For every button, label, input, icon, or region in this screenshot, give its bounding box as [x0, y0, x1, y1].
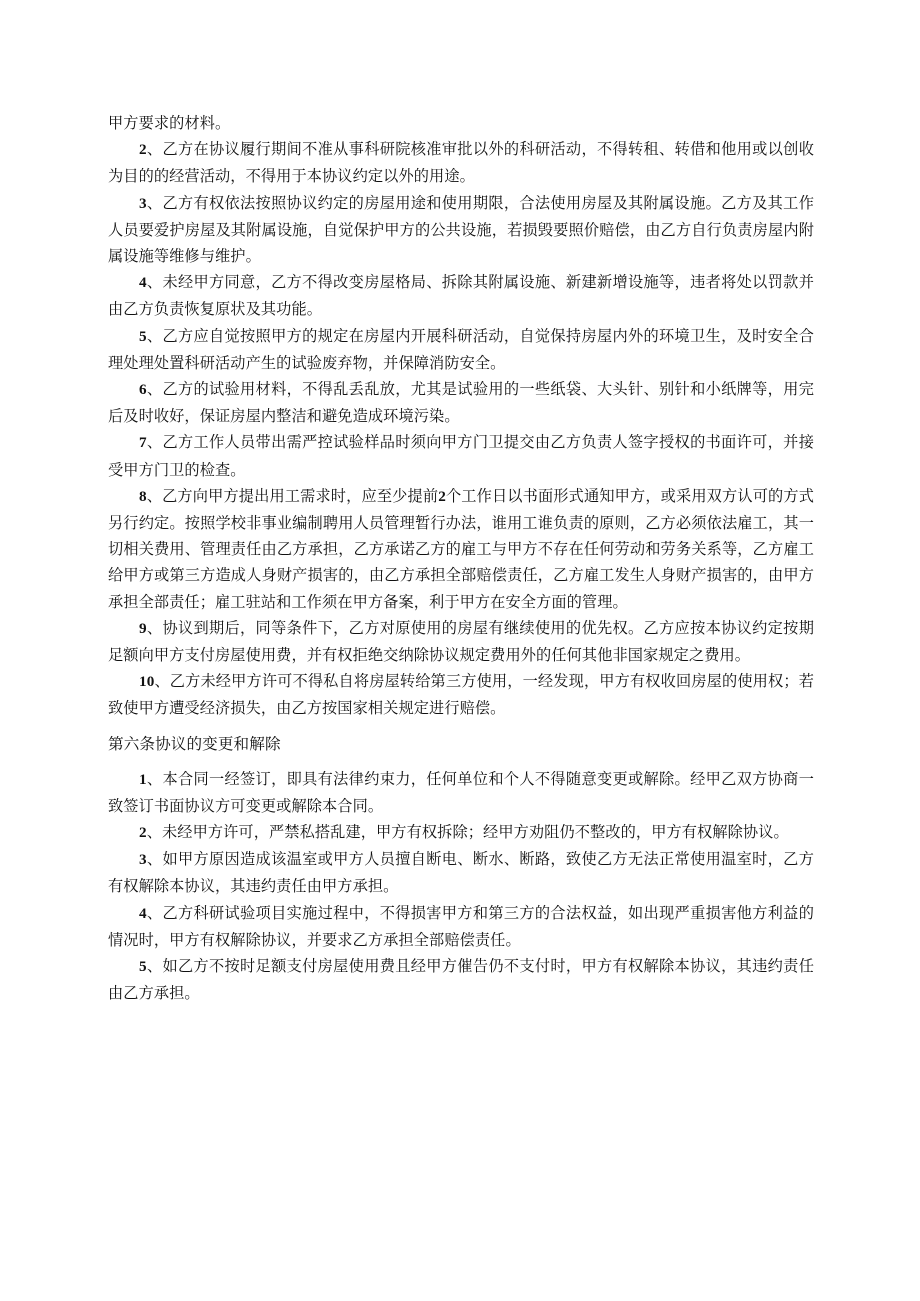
clause-text: 、乙方在协议履行期间不准从事科研院核准审批以外的科研活动，不得转租、转借和他用或以创收为目的的经营活动，不得用于本协议约定以外的用途。 [108, 140, 814, 186]
clause-text: 、乙方的试验用材料，不得乱丢乱放，尤其是试验用的一些纸袋、大头针、别针和小纸牌等，用完后及时收好，保证房屋内整洁和避免造成环境污染。 [108, 380, 814, 426]
document-page [108, 110, 814, 1007]
clause-text: 、乙方工作人员带出需严控试验样品时须向甲方门卫提交由乙方负责人签字授权的书面许可，并接受甲方门卫的检查。 [108, 433, 814, 479]
clause-text: 、协议到期后，同等条件下，乙方对原使用的房屋有继续使用的优先权。乙方应按本协议约定按期足额向甲方支付房屋使用费，并有权拒绝交纳除协议规定费用外的任何其他非国家规定之费用。 [108, 618, 814, 665]
clause-6-1 [108, 766, 814, 819]
clause-5-4 [108, 269, 814, 322]
clause-number: 9 [139, 619, 147, 637]
clause-6-3 [108, 846, 814, 899]
clause-number: 4 [139, 274, 147, 292]
clause-5-10 [108, 668, 814, 721]
clause-number: 1 [139, 770, 147, 788]
clause-text-continued: 个工作日以书面形式通知甲方，或采用双方认可的方式另行约定。按照学校非事业编制聘用人员管理暂行办法，谁用工谁负责的原则，乙方必须依法雇工，其一切相关费用、管理责任由乙方承担，乙方承诺乙方的雇工与甲方不存在任何劳动和劳务关系等，乙方雇工给甲方或第三方造成人身财产损害的，由乙方承担全部赔偿责任，乙方雇工发生人身财产损害的，由甲方承担全部责任；雇工驻站和工作须在甲方备案，利于甲方在安全方面的管理。 [108, 486, 815, 611]
clause-5-7 [108, 429, 814, 482]
clause-text: 、乙方科研试验项目实施过程中，不得损害甲方和第三方的合法权益，如出现严重损害他方利益的情况时，甲方有权解除协议，并要求乙方承担全部赔偿责任。 [108, 903, 814, 949]
clause-number: 6 [139, 381, 147, 399]
clause-number: 3 [139, 194, 147, 212]
clause-number: 5 [139, 958, 147, 976]
clause-5-9 [108, 615, 814, 668]
clause-number: 8 [139, 487, 147, 505]
clause-text: 、未经甲方许可，严禁私搭乱建，甲方有权拆除；经甲方劝阻仍不整改的，甲方有权解除协议。 [146, 823, 789, 842]
clause-6-4 [108, 900, 814, 953]
clause-number: 10 [139, 673, 155, 691]
clause-text: 、乙方有权依法按照协议约定的房屋用途和使用期限，合法使用房屋及其附属设施。乙方及其工作人员要爱护房屋及其附属设施，自觉保护甲方的公共设施，若损毁要照价赔偿，由乙方自行负责房屋内附属设施等维修与维护。 [108, 193, 814, 266]
clause-text: 、本合同一经签订，即具有法律约束力，任何单位和个人不得随意变更或解除。经甲乙双方协商一致签订书面协议方可变更或解除本合同。 [108, 769, 814, 815]
clause-text: 、乙方向甲方提出用工需求时，应至少提前 [146, 486, 439, 505]
clause-5-6 [108, 376, 814, 429]
clause-5-3 [108, 190, 814, 270]
continuation-text: 甲方要求的材料。 [108, 114, 231, 132]
clause-5-2 [108, 136, 814, 189]
clause-text: 、未经甲方同意，乙方不得改变房屋格局、拆除其附属设施、新建新增设施等，违者将处以罚款并由乙方负责恢复原状及其功能。 [108, 273, 814, 319]
clause-number: 4 [139, 904, 147, 922]
clause-number: 3 [139, 851, 147, 869]
inline-number: 2 [438, 487, 446, 505]
clause-5-5 [108, 323, 814, 376]
clause-number: 2 [139, 824, 147, 842]
clause-text: 、如甲方原因造成该温室或甲方人员擅自断电、断水、断路，致使乙方无法正常使用温室时，乙方有权解除本协议，其违约责任由甲方承担。 [108, 850, 814, 896]
clause-number: 5 [139, 327, 147, 345]
section-heading: 第六条协议的变更和解除 [108, 734, 281, 753]
clause-text: 、乙方未经甲方许可不得私自将房屋转给第三方使用，一经发现，甲方有权收回房屋的使用权；若致使甲方遭受经济损失，由乙方按国家相关规定进行赔偿。 [108, 672, 814, 718]
clause-6-2 [108, 819, 814, 846]
clause-5-8 [108, 483, 814, 615]
clause-6-5 [108, 953, 814, 1006]
clause-number: 7 [139, 434, 147, 452]
clause-text: 、乙方应自觉按照甲方的规定在房屋内开展科研活动，自觉保持房屋内外的环境卫生，及时安全合理处理处置科研活动产生的试验废弃物，并保障消防安全。 [108, 326, 814, 372]
clause-number: 2 [139, 141, 147, 159]
clause-text: 、如乙方不按时足额支付房屋使用费且经甲方催告仍不支付时，甲方有权解除本协议，其违约责任由乙方承担。 [108, 957, 814, 1003]
